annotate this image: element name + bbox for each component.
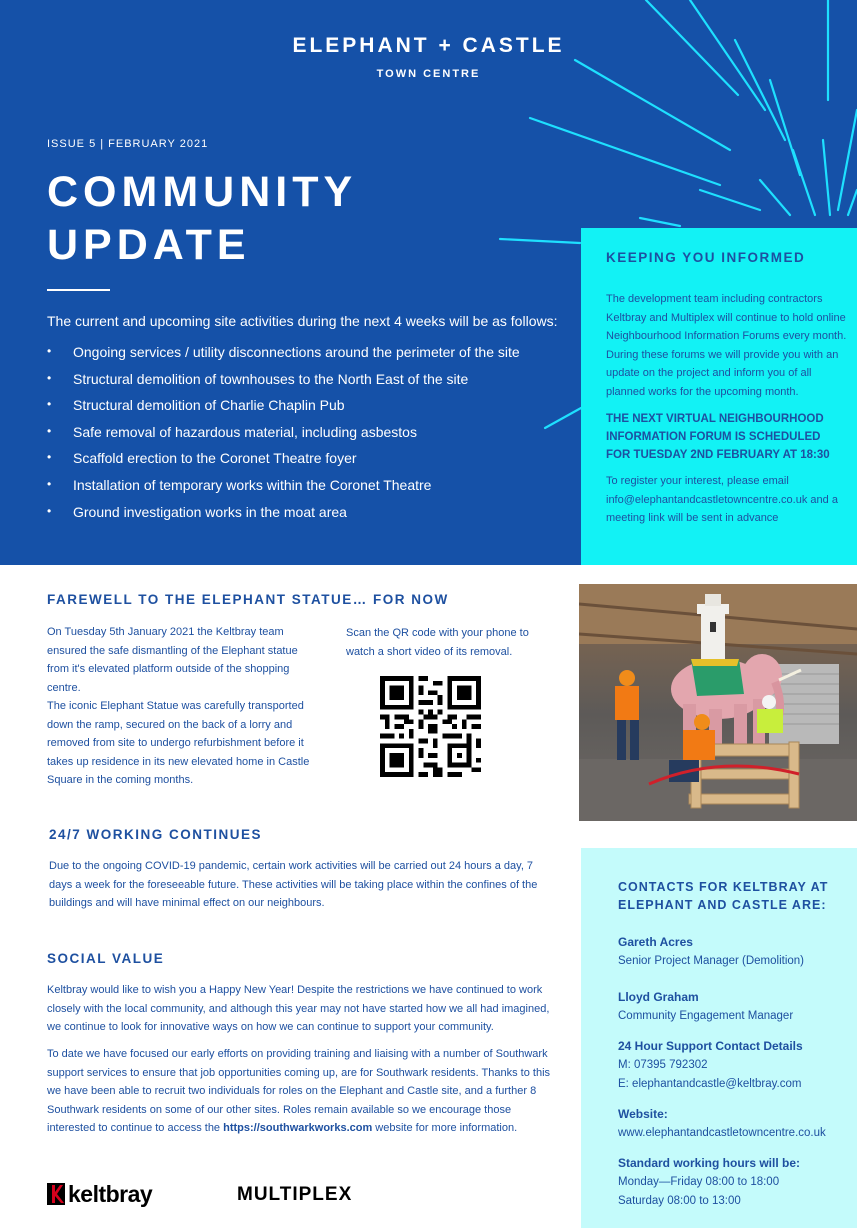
title-divider [47, 289, 110, 291]
keltbray-wordmark: keltbray [68, 1180, 153, 1207]
informed-body: The development team including contractors Keltbray and Multiplex will continue to hold online Neighbourhood Information Forums every month. During these forums we will provide you with an update on the project and inform you of all planned works for the upcoming month. [606, 293, 847, 398]
hours-saturday: Saturday 08:00 to 13:00 [618, 1195, 741, 1207]
activity-item: • Installation of temporary works within the Coronet Theatre [47, 477, 520, 504]
social-heading: SOCIAL VALUE [47, 951, 165, 966]
hours-label: Standard working hours will be: [618, 1156, 801, 1170]
contact-2-name: Lloyd Graham [618, 990, 699, 1004]
support-email[interactable]: E: elephantandcastle@keltbray.com [618, 1078, 802, 1090]
farewell-para-2: The iconic Elephant Statue was carefully transported down the ramp, secured on the back of a lorry and removed from site to undergo refurbishment before it takes up residence in its new elevated home in Castle Square in the coming months. [47, 700, 310, 786]
issue-date: ISSUE 5 | FEBRUARY 2021 [47, 138, 209, 150]
farewell-heading: FAREWELL TO THE ELEPHANT STATUE… FOR NOW [47, 592, 449, 607]
title-line-1: COMMUNITY [47, 168, 358, 216]
title-line-2: UPDATE [47, 221, 251, 269]
brand-subtitle: TOWN CENTRE [376, 68, 481, 80]
southwarkworks-link[interactable]: https://southwarkworks.com [223, 1122, 373, 1134]
social-para-1: Keltbray would like to wish you a Happy New Year! Despite the restrictions we have continued to work closely with the local community, and although this year may not have started how we all had imagined, we continue to look for innovative ways on how we can continue to support your community. [47, 984, 550, 1033]
elephant-statue-photo [579, 584, 857, 821]
keltbray-logo [47, 1181, 152, 1207]
social-para-2-end: website for more information. [372, 1122, 518, 1134]
informed-heading: KEEPING YOU INFORMED [606, 250, 806, 265]
farewell-para-1: On Tuesday 5th January 2021 the Keltbray team ensured the safe dismantling of the Elephant statue from it's elevated platform outside of the shopping centre. [47, 626, 298, 694]
activity-item: • Structural demolition of townhouses to the North East of the site [47, 371, 520, 398]
qr-caption: Scan the QR code with your phone to watch a short video of its removal. [346, 627, 529, 658]
website-link[interactable]: www.elephantandcastletowncentre.co.uk [618, 1127, 826, 1139]
contact-1-name: Gareth Acres [618, 935, 693, 949]
contacts-panel [581, 848, 857, 1228]
social-para-2 [47, 1045, 557, 1138]
website-label: Website: [618, 1107, 668, 1121]
support-label: 24 Hour Support Contact Details [618, 1039, 803, 1053]
page-title [47, 166, 358, 272]
keeping-informed-panel [581, 228, 857, 565]
contacts-heading: CONTACTS FOR KELTBRAY AT ELEPHANT AND CASTLE ARE: [618, 880, 829, 912]
brand-wordmark: ELEPHANT + CASTLE [292, 34, 565, 57]
contact-2-role: Community Engagement Manager [618, 1010, 794, 1022]
working-body: Due to the ongoing COVID-19 pandemic, certain work activities will be carried out 24 hours a day, 7 days a week for the foreseeable future. These activities will be taking place within the confines of the buildings and will have minimal effect on our neighbours. [49, 860, 538, 909]
forum-notice: THE NEXT VIRTUAL NEIGHBOURHOOD INFORMATION FORUM IS SCHEDULED FOR TUESDAY 2ND FEBRUARY AT 18:30 [606, 413, 830, 461]
register-text: To register your interest, please email info@elephantandcastletowncentre.co.uk and a meeting link will be sent in advance [606, 475, 838, 524]
working-heading: 24/7 WORKING CONTINUES [49, 827, 263, 842]
support-phone[interactable]: M: 07395 792302 [618, 1059, 708, 1071]
activity-item: • Ground investigation works in the moat area [47, 504, 520, 531]
contact-1-role: Senior Project Manager (Demolition) [618, 955, 804, 967]
keltbray-mark-icon [47, 1183, 65, 1205]
intro-text: The current and upcoming site activities during the next 4 weeks will be as follows: [47, 313, 558, 329]
activity-item: • Scaffold erection to the Coronet Theatre foyer [47, 450, 520, 477]
hours-weekday: Monday—Friday 08:00 to 18:00 [618, 1176, 780, 1188]
activity-item: • Ongoing services / utility disconnections around the perimeter of the site [47, 344, 520, 371]
multiplex-logo: MULTIPLEX [237, 1184, 353, 1205]
social-para-2-text: To date we have focused our early efforts on providing training and liaising with a number of Southwark support services to ensure that job opportunities coming up, are for Southwark residents. Thanks to this we have been able to recruit two individuals for roles on the Elephant and Castle site, and a further 8 Southwark residents on some of our other sites. Roles remain available so we encourage those interested to continue to access the [47, 1048, 551, 1134]
activity-item: • Structural demolition of Charlie Chaplin Pub [47, 397, 520, 424]
qr-code-icon[interactable] [379, 676, 482, 777]
activity-item: • Safe removal of hazardous material, including asbestos [47, 424, 520, 451]
activity-list [47, 344, 520, 530]
